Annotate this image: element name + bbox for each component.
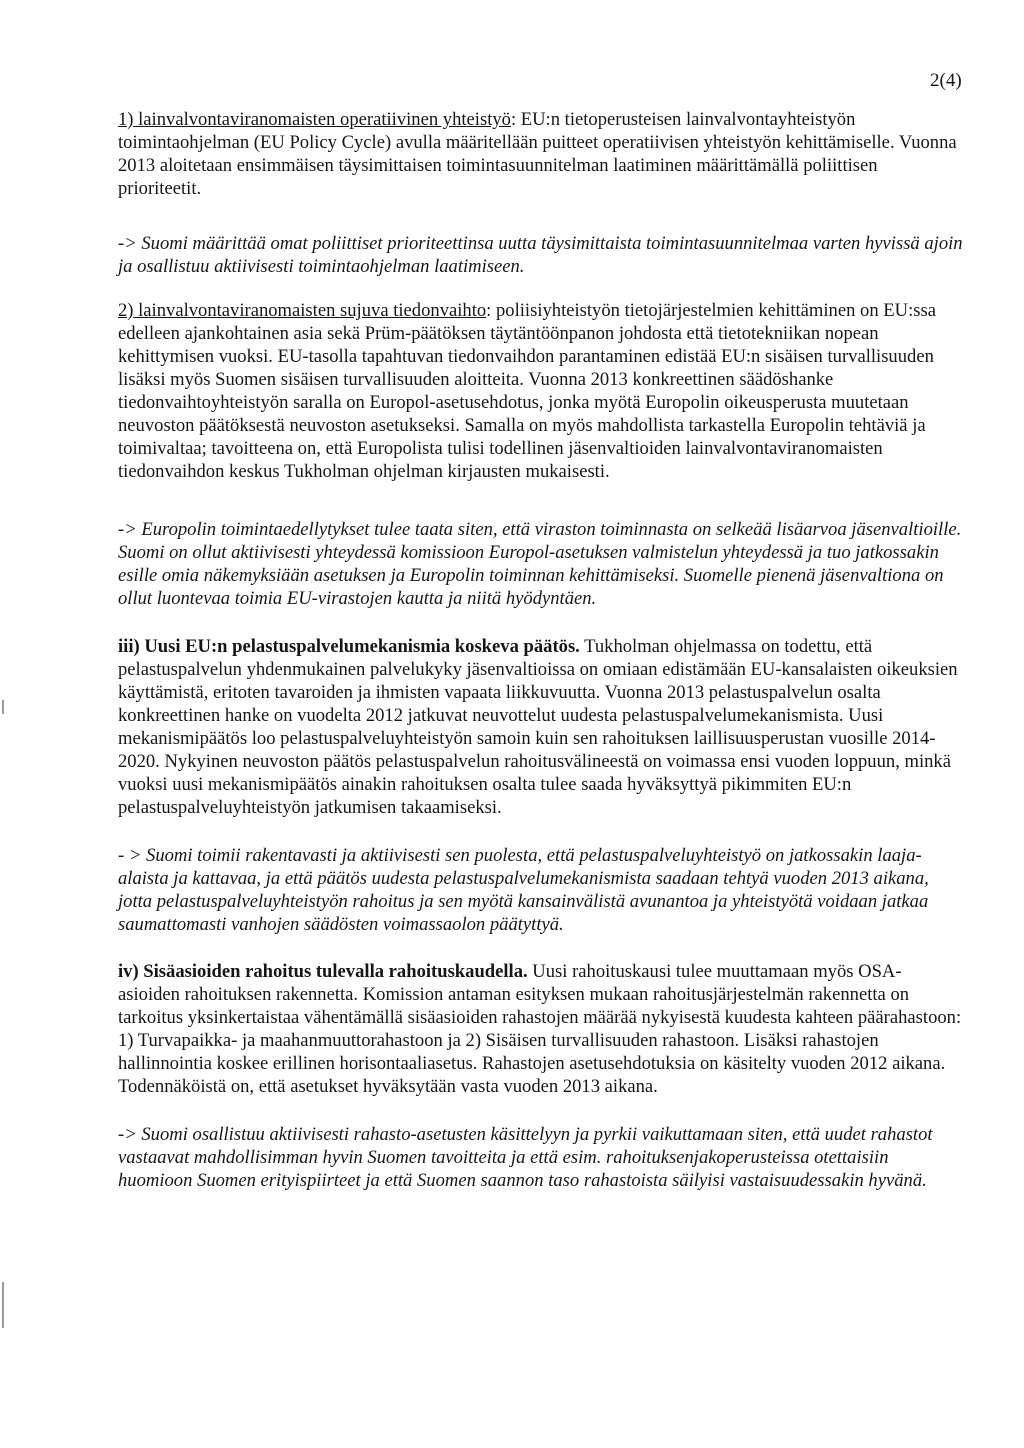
section-1-heading: 1) lainvalvontaviranomaisten operatiivinen yhteistyö — [118, 109, 511, 130]
section-1-text: : EU:n tietoperusteisen lainvalvontayhteistyön toimintaohjelman (EU Policy Cycle) avulla määritellään puitteet operatiivisen yhteistyön kehittämiselle. Vuonna 2013 aloitetaan ensimmäisen täysimittaisen toimintasuunnitelman laatiminen määrittämällä poliittisen prioriteetit. — [118, 109, 957, 199]
scan-edge-mark — [2, 700, 4, 714]
page-number: 2(4) — [930, 70, 962, 91]
section-4-heading: iv) Sisäasioiden rahoitus tulevalla rahoituskaudella. — [118, 961, 528, 982]
section-3-heading: iii) Uusi EU:n pelastuspalvelumekanismia koskeva päätös. — [118, 636, 580, 657]
scan-edge-mark — [2, 1282, 4, 1328]
section-3-position: - > Suomi toimii rakentavasti ja aktiivisesti sen puolesta, että pelastuspalveluyhteistyö on jatkossakin laaja-alaista ja kattavaa, ja että päätös uudesta pelastuspalvelumekanismista saadaan tehtyä vuoden 2013 aikana, jotta pelastuspalveluyhteistyön rahoitus ja sen myötä kansainvälistä avunantoa ja yhteistyötä voidaan jatkaa saumattomasti vanhojen säädösten voimassaolon päätyttyä. — [118, 845, 929, 935]
section-4-text: Uusi rahoituskausi tulee muuttamaan myös OSA-asioiden rahoituksen rakennetta. Komission antaman esityksen mukaan rahoitusjärjestelmän rakennetta on tarkoitus yksinkertaistaa vähentämällä sisäasioiden rahastojen määrää nykyisestä kuudesta kahteen päärahastoon: 1) Turvapaikka- ja maahanmuuttorahastoon ja 2) Sisäisen turvallisuuden rahastoon. Lisäksi rahastojen hallinnointia koskee erillinen horisontaaliasetus. Rahastojen asetusehdotuksia on käsitelty vuoden 2012 aikana. Todennäköistä on, että asetukset hyväksytään vasta vuoden 2013 aikana. — [118, 961, 962, 1097]
section-2-text: : poliisiyhteistyön tietojärjestelmien kehittäminen on EU:ssa edelleen ajankohtainen asia sekä Prüm-päätöksen täytäntöönpanon johdosta että tietotekniikan nopean kehittymisen vuoksi. EU-tasolla tapahtuvan tiedonvaihdon parantaminen edistää EU:n sisäisen turvallisuuden lisäksi myös Suomen sisäisen turvallisuuden aloitteita. Vuonna 2013 konkreettinen säädöshanke tiedonvaihtoyhteistyön saralla on Europol-asetusehdotus, jonka myötä Europolin oikeusperusta muutetaan neuvoston päätöksestä neuvoston asetukseksi. Samalla on myös mahdollista tarkastella Europolin tehtäviä ja toimivaltaa; tavoitteena on, että Europolista tulisi todellinen jäsenvaltioiden lainvalvontaviranomaisten tiedonvaihdon keskus Tukholman ohjelman kirjausten mukaisesti. — [118, 300, 936, 482]
section-1-position: -> Suomi määrittää omat poliittiset prioriteettinsa uutta täysimittaista toimintasuunnitelmaa varten hyvissä ajoin ja osallistuu aktiivisesti toimintaohjelman laatimiseen. — [118, 233, 963, 277]
document-body — [118, 108, 963, 1192]
section-4-paragraph — [118, 960, 963, 1098]
section-4-position: -> Suomi osallistuu aktiivisesti rahasto-asetusten käsittelyyn ja pyrkii vaikuttamaan siten, että uudet rahastot vastaavat mahdollisimman hyvin Suomen tavoitteita ja että esim. rahoituksenjakoperusteissa otettaisiin huomioon Suomen erityispiirteet ja että Suomen saannon taso rahastoista säilyisi vastaisuudessakin hyvänä. — [118, 1124, 933, 1191]
section-2-position: -> Europolin toimintaedellytykset tulee taata siten, että viraston toiminnasta on selkeää lisäarvoa jäsenvaltioille. Suomi on ollut aktiivisesti yhteydessä komissioon Europol-asetuksen valmistelun yhteydessä ja tuo jatkossakin esille omia näkemyksiään asetuksen ja Europolin toiminnan kehittämiseksi. Suomelle pienenä jäsenvaltiona on ollut luontevaa toimia EU-virastojen kautta ja niitä hyödyntäen. — [118, 519, 962, 609]
section-2-heading: 2) lainvalvontaviranomaisten sujuva tiedonvaihto — [118, 300, 487, 321]
section-3-text: Tukholman ohjelmassa on todettu, että pelastuspalvelun yhdenmukainen palvelukyky jäsenvaltioissa on omiaan edistämään EU-kansalaisten oikeuksien käyttämistä, eritoten tavaroiden ja ihmisten vapaata liikkuvuutta. Vuonna 2013 pelastuspalvelun osalta konkreettinen hanke on vuodelta 2012 jatkuvat neuvottelut uudesta pelastuspalvelumekanismista. Uusi mekanismipäätös loo pelastuspalveluyhteistyön samoin kuin sen rahoituksen laillisuusperustan vuosille 2014-2020. Nykyinen neuvoston päätös pelastuspalvelun rahoitusvälineestä on voimassa ensi vuoden loppuun, minkä vuoksi uusi mekanismipäätös ainakin rahoituksen osalta tulee saada hyväksyttyä pikimmiten EU:n pelastuspalveluyhteistyön jatkumisen takaamiseksi. — [118, 636, 958, 818]
section-3-paragraph — [118, 635, 963, 819]
section-1-paragraph — [118, 108, 963, 200]
section-2-paragraph — [118, 299, 963, 483]
